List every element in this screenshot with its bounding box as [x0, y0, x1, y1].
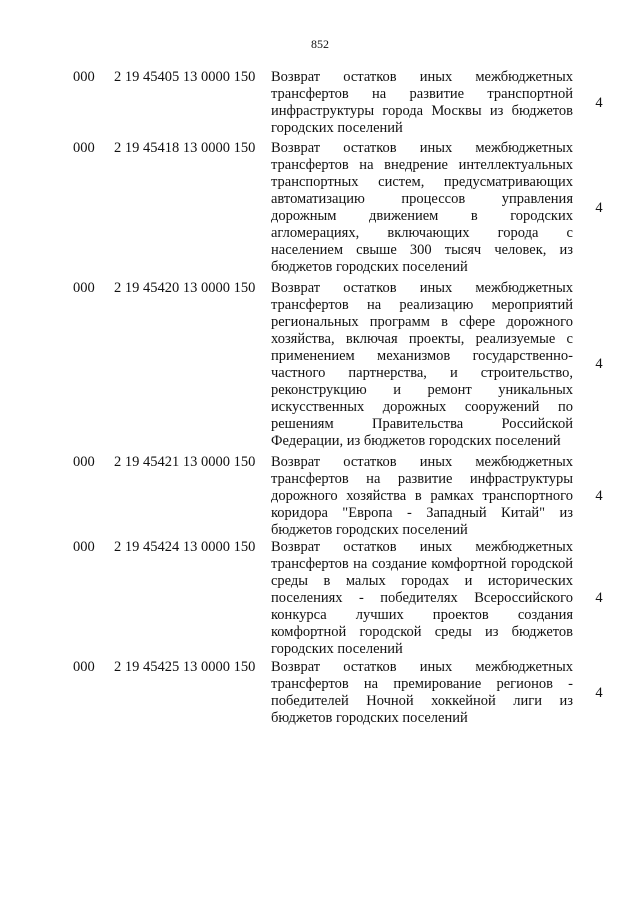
budget-code: 2 19 45425 13 0000 150 — [114, 659, 256, 675]
admin-code: 000 — [73, 539, 95, 555]
admin-code: 000 — [73, 659, 95, 675]
row-description: Возврат остатков иных межбюджетных трансфертов на создание комфортной городской среды в малых городах и исторических поселениях - победителях Всероссийского конкурса лучших проектов создания комфортной городской среды из бюджетов городских поселений — [271, 539, 573, 657]
row-value: 4 — [595, 356, 603, 372]
row-description: Возврат остатков иных межбюджетных трансфертов на развитие транспортной инфраструктуры города Москвы из бюджетов городских поселений — [271, 69, 573, 136]
row-value: 4 — [595, 590, 603, 606]
admin-code: 000 — [73, 280, 95, 296]
row-value: 4 — [595, 488, 603, 504]
row-description: Возврат остатков иных межбюджетных трансфертов на премирование регионов - победителей Ночной хоккейной лиги из бюджетов городских поселений — [271, 659, 573, 726]
page-number: 852 — [311, 37, 329, 51]
budget-code: 2 19 45424 13 0000 150 — [114, 539, 256, 555]
row-description: Возврат остатков иных межбюджетных трансфертов на развитие инфраструктуры дорожного хозяйства в рамках транспортного коридора "Европа - Западный Китай" из бюджетов городских поселений — [271, 454, 573, 538]
row-value: 4 — [595, 95, 603, 111]
budget-code: 2 19 45421 13 0000 150 — [114, 454, 256, 470]
admin-code: 000 — [73, 69, 95, 85]
row-description: Возврат остатков иных межбюджетных трансфертов на реализацию мероприятий региональных программ в сфере дорожного хозяйства, включая проекты, реализуемые с применением механизмов государственно-частного партнерства, и строительство, реконструкцию и ремонт уникальных искусственных дорожных сооружений по решениям Правительства Российской Федерации, из бюджетов городских поселений — [271, 280, 573, 449]
budget-code: 2 19 45418 13 0000 150 — [114, 140, 256, 156]
admin-code: 000 — [73, 140, 95, 156]
budget-code: 2 19 45420 13 0000 150 — [114, 280, 256, 296]
admin-code: 000 — [73, 454, 95, 470]
budget-code: 2 19 45405 13 0000 150 — [114, 69, 256, 85]
row-value: 4 — [595, 685, 603, 701]
row-value: 4 — [595, 200, 603, 216]
row-description: Возврат остатков иных межбюджетных трансфертов на внедрение интеллектуальных транспортных систем, предусматривающих автоматизацию процессов управления дорожным движением в городских агломерациях, включающих города с населением свыше 300 тысяч человек, из бюджетов городских поселений — [271, 140, 573, 275]
